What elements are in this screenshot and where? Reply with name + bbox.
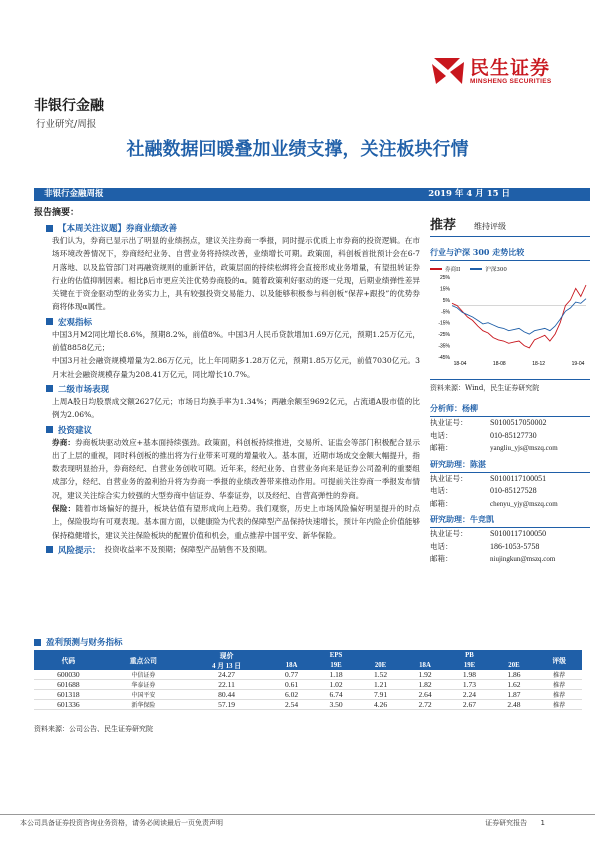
bullet-square-icon (46, 225, 53, 232)
chart-source: 资料来源：Wind，民生证券研究院 (430, 379, 590, 393)
paragraph: 保险：随着市场偏好的提升，板块估值有望形成向上趋势。我们观察，历史上市场风险偏好明显提升的时点上，保险股均有可观表现。基本面方面，以健康险为代表的保障型产品保持快速增长，预计年内险企价值能够保持稳健增长，建议关注保险板块的配置价值和机会，重点推荐中国平安、新华保险。 (52, 504, 421, 540)
minsheng-logo-icon (430, 54, 466, 88)
analyst-row: 邮箱： chenyu_yjy@mszq.com (430, 498, 558, 508)
y-tick-label: -5% (441, 309, 450, 316)
table-cell: 2.48 (492, 700, 536, 710)
table-cell: 80.44 (184, 690, 269, 700)
table-cell: 2.64 (403, 690, 447, 700)
x-tick-label: 18-08 (492, 361, 506, 367)
paragraph: 中国3月M2同比增长8.6%，预期8.2%，前值8%。中国3月人民币贷款增加1.69万亿元，预期1.25万亿元，前值8858亿元； (52, 329, 420, 353)
logo-name-cn: 民生证券 (470, 56, 551, 79)
y-tick-label: 25% (439, 275, 450, 281)
section-heading: 二级市场表现 (34, 383, 420, 395)
section-heading: 宏观指标 (34, 316, 420, 328)
legend-swatch (430, 268, 442, 270)
section-heading: 投资建议 (34, 424, 420, 436)
table-cell: 24.27 (184, 670, 269, 680)
rating-sub: 维持评级 (474, 222, 507, 231)
bullet-square-icon (46, 426, 53, 433)
analyst-row: 邮箱： niujingkun@mszq.com (430, 554, 556, 563)
col-name: 重点公司 (103, 650, 184, 670)
paragraph: 我们认为，券商已显示出了明显的业绩拐点，建议关注券商一季报，同时提示优质上市券商的投资逻辑。在市场环境改善情况下，券商经纪业务、自营业务将持续改善，业绩增长可期。政策面，科创板首批预计会在6-7月落地、以及监管部门对再融资规则的重新评估，政策层面的持续松绑将会直接形成业务增量，有望扭转证券行业的估值抑制因素。相比β后市更应关注优势券商股的α。随着政策利好驱动的逐一兑现，后期业绩弹性差异关键在于资金驱动型的业务实力上，具有较强投资交易能力、以及能够积极参与科创板“保荐+跟投”的优势券商将体现α属性。 (52, 236, 420, 312)
bullet-square-icon (34, 639, 41, 646)
table-cell: 1.87 (492, 690, 536, 700)
table-cell: 4.26 (358, 700, 402, 710)
table-cell: 6.02 (269, 690, 313, 700)
company-logo (430, 54, 552, 88)
rating (430, 214, 590, 237)
analyst-block (430, 403, 590, 566)
paragraph: 中国3月社会融资规模增量为2.86万亿元，比上年同期多1.28万亿元，预期1.85万亿元，前值7030亿元。3月末社会融资规模存量为208.41万亿元，同比增长10.7%。 (52, 356, 420, 379)
analyst-row: 邮箱： yangliu_yjs@mszq.com (430, 443, 558, 452)
table-cell: 1.52 (358, 670, 402, 680)
y-tick-label: -45% (438, 355, 450, 361)
abstract-title: 报告摘要： (34, 208, 80, 218)
table-cell: 中信证券 (103, 670, 184, 680)
table-cell: 3.50 (314, 700, 358, 710)
table-cell: 推荐 (536, 690, 582, 700)
table-cell: 1.98 (447, 670, 491, 680)
table-cell: 2.54 (269, 700, 313, 710)
table-cell: 中国平安 (103, 690, 184, 700)
table-cell: 601336 (34, 700, 103, 710)
forecast-table: 代码 重点公司 现价 EPS PB 评级 4 月 13 日 18A 19E 20E 18A 19E 20E 600030 中信证券 24.27 0.77 1.18 1.52 1.92 1.98 1.86 推荐 601688 华泰证券 22.11 0.61 1.02 1.21 1.82 1.73 1.62 推荐 601318 中国平安 80.44 6.02 6.74 7.91 2.64 2.24 1.87 推荐 601336 新华保险 57.19 2.54 3.50 4.26 2.72 2.67 2.48 推荐 (34, 650, 582, 710)
legend-label: 券商II (445, 267, 461, 273)
y-tick-label: -25% (438, 332, 450, 339)
trend-chart (430, 273, 590, 373)
footer-disclaimer: 本公司具备证券投资咨询业务资格，请务必阅读最后一页免责声明 (20, 819, 223, 827)
col-date: 4 月 13 日 (184, 660, 269, 670)
x-tick-label: 18-04 (453, 361, 467, 367)
footer-divider (0, 814, 595, 815)
table-cell: 600030 (34, 670, 103, 680)
table-cell: 0.61 (269, 680, 313, 690)
section-heading: 【本周关注议题】券商业绩改善 (34, 222, 420, 234)
rating-label: 推荐 (430, 218, 457, 233)
header-bar (34, 188, 590, 201)
table-cell: 2.67 (447, 700, 491, 710)
table-title: 盈利预测与财务指标 (34, 636, 123, 648)
paragraph: 券商：券商板块驱动效应+基本面持续强劲。政策面，科创板持续推进，交易所、证监会等部门积极配合显示出了上层的重视，同时科创板的推出将为行业带来可观的增量收入。基本面，近期市场成交金额大幅提升，指数表现明显抬升，券商经纪、自营业务创收可期。近年来，经纪业务、自营业务向来是证券公司盈利的重要组成部分，经纪、自营业务的盈利抬升将为券商一季报的业绩改善带来推动作用。可提前关注券商一季报发布情况，建议关注综合实力较强的大型券商中信证券、华泰证券，以及经纪、自营高弹性的券商。 (52, 437, 421, 500)
table-cell: 1.86 (492, 670, 536, 680)
table-cell: 推荐 (536, 680, 582, 690)
table-cell: 2.72 (403, 700, 447, 710)
col-price: 现价 (184, 650, 269, 660)
table-cell: 1.82 (403, 680, 447, 690)
report-series: 非银行金融周报 (44, 189, 104, 199)
table-cell: 1.18 (314, 670, 358, 680)
table-cell: 601318 (34, 690, 103, 700)
bullet-square-icon (46, 546, 53, 553)
report-type: 行业研究/周报 (36, 119, 97, 130)
table-cell: 推荐 (536, 700, 582, 710)
table-cell: 6.74 (314, 690, 358, 700)
analyst-row: 电话： 010-85127730 (430, 430, 537, 440)
table-cell: 1.73 (447, 680, 491, 690)
table-cell: 1.02 (314, 680, 358, 690)
table-source: 资料来源：公司公告、民生证券研究院 (34, 725, 153, 733)
legend-swatch (470, 268, 482, 270)
col-pb: PB (403, 650, 536, 660)
table-row (34, 700, 582, 710)
page-title: 社融数据回暖叠加业绩支撑，关注板块行情 (126, 139, 469, 160)
table-cell: 1.21 (358, 680, 402, 690)
abstract (34, 205, 420, 556)
col-eps: EPS (269, 650, 402, 660)
analyst-row: 执业证号： S0100117100050 (430, 529, 547, 538)
analyst-heading: 分析师：杨柳 (430, 403, 590, 417)
logo-name-en: MINSHENG SECURITIES (470, 77, 552, 85)
analyst-row: 电话： 186-1053-5758 (430, 541, 540, 551)
x-tick-label: 19-04 (571, 361, 585, 367)
chart-legend (430, 265, 590, 273)
legend-label: 沪深300 (485, 267, 507, 273)
analyst-row: 电话： 010-85127528 (430, 486, 537, 495)
table-cell: 华泰证券 (103, 680, 184, 690)
table-row (34, 680, 582, 690)
table-cell: 新华保险 (103, 700, 184, 710)
col-rating: 评级 (536, 650, 582, 670)
table-cell: 0.77 (269, 670, 313, 680)
paragraph: 上周A股日均股票成交额2627亿元；市场日均换手率为1.34%；两融余额至9692亿元，占流通A股市值的比例为2.06%。 (52, 396, 420, 420)
section-heading: 风险提示： 投资收益率不及预期；保障型产品销售不及预期。 (34, 544, 420, 556)
sector-label: 非银行金融 (34, 98, 104, 114)
y-tick-label: -35% (438, 343, 450, 350)
analyst-row: 执业证号： S0100117100051 (430, 473, 547, 483)
table-cell: 22.11 (184, 680, 269, 690)
table-cell: 1.92 (403, 670, 447, 680)
y-tick-label: -15% (438, 320, 450, 327)
table-cell: 推荐 (536, 670, 582, 680)
table-cell: 1.62 (492, 680, 536, 690)
table-row (34, 690, 582, 700)
bullet-square-icon (46, 318, 53, 325)
table-cell: 2.24 (447, 690, 491, 700)
table-row (34, 670, 582, 680)
table-cell: 7.91 (358, 690, 402, 700)
page-number: 1 (540, 819, 545, 827)
analyst-heading: 研究助理：陈湛 (430, 459, 590, 473)
x-tick-label: 18-12 (532, 361, 546, 367)
y-tick-label: 5% (442, 297, 450, 304)
table-cell: 57.19 (184, 700, 269, 710)
footer-right: 证券研究报告 1 (485, 819, 545, 827)
sidebar (430, 214, 590, 566)
chart-title: 行业与沪深 300 走势比较 (430, 247, 590, 261)
report-date: 2019 年 4 月 15 日 (428, 189, 510, 199)
table-cell: 601688 (34, 680, 103, 690)
analyst-row: 执业证号： S0100517050002 (430, 418, 547, 427)
bullet-square-icon (46, 385, 53, 392)
y-tick-label: 15% (439, 286, 450, 293)
analyst-heading: 研究助理：牛竞凯 (430, 514, 590, 528)
series-line (452, 299, 586, 334)
col-code: 代码 (34, 650, 103, 670)
